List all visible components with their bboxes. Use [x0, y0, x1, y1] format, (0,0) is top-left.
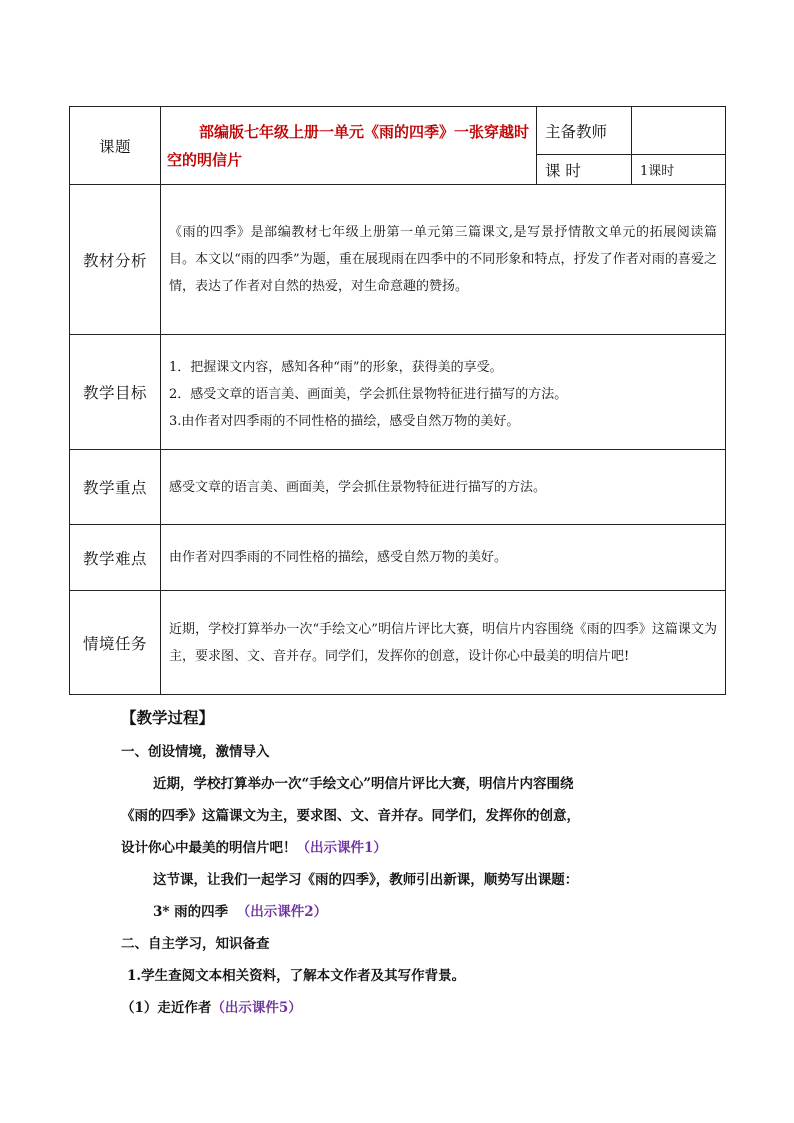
intro-paragraph-line-3 [121, 838, 387, 858]
task-label: 情境任务 [70, 591, 161, 695]
teacher-value [632, 107, 726, 155]
courseware-note-1: （出示课件1） [296, 840, 387, 856]
lesson-title: 3* 雨的四季 [153, 904, 229, 920]
goals-list [161, 335, 726, 450]
study-item-1-1 [121, 998, 302, 1018]
lesson-plan-table [69, 106, 726, 695]
new-lesson-paragraph: 这节课，让我们一起学习《雨的四季》，教师引出新课，顺势写出课题： [153, 872, 579, 888]
section-1-heading: 一、创设情境，激情导入 [121, 744, 270, 760]
difficulty-label: 教学难点 [70, 525, 161, 591]
intro-paragraph-line-2: 《雨的四季》这篇课文为主，要求图、文、音并存。同学们，发挥你的创意， [121, 808, 580, 824]
analysis-text: 《雨的四季》是部编教材七年级上册第一单元第三篇课文,是写景抒情散文单元的拓展阅读篇目。本文以“雨的四季”为题，重在展现雨在四季中的不同形象和特点，抒发了作者对雨的喜爱之情，表达了作者对自然的热爱，对生命意趣的赞扬。 [161, 185, 726, 335]
difficulty-text: 由作者对四季雨的不同性格的描绘，感受自然万物的美好。 [161, 525, 726, 591]
key-point-label: 教学重点 [70, 450, 161, 525]
goal-item-3: 3.由作者对四季雨的不同性格的描绘，感受自然万物的美好。 [169, 413, 520, 429]
intro-paragraph-line-1: 近期，学校打算举办一次“手绘文心”明信片评比大赛，明信片内容围绕 [153, 776, 574, 792]
goals-label: 教学目标 [70, 335, 161, 450]
analysis-label: 教材分析 [70, 185, 161, 335]
study-item-1: 1.学生查阅文本相关资料，了解本文作者及其写作背景。 [127, 968, 466, 984]
period-label: 课 时 [537, 155, 632, 185]
task-text: 近期，学校打算举办一次“手绘文心”明信片评比大赛，明信片内容围绕《雨的四季》这篇课文为主，要求图、文、音并存。同学们，发挥你的创意，设计你心中最美的明信片吧! [161, 591, 726, 695]
goal-item-1: 1．把握课文内容，感知各种“雨”的形象，获得美的享受。 [169, 359, 503, 375]
key-point-text: 感受文章的语言美、画面美，学会抓住景物特征进行描写的方法。 [161, 450, 726, 525]
courseware-note-2: （出示课件2） [236, 904, 328, 920]
study-item-1-1-text: （1）走近作者 [121, 1000, 212, 1016]
section-2-heading: 二、自主学习，知识备查 [121, 936, 270, 952]
courseware-note-5: （出示课件5） [211, 1000, 302, 1016]
goal-item-2: 2．感受文章的语言美、画面美，学会抓住景物特征进行描写的方法。 [169, 386, 568, 402]
intro-paragraph-line-3-text: 设计你心中最美的明信片吧！ [121, 840, 297, 856]
process-heading: 【教学过程】 [121, 709, 215, 727]
period-value: 1课时 [632, 155, 726, 185]
course-label: 课题 [70, 107, 161, 185]
teacher-label: 主备教师 [537, 107, 632, 155]
lesson-title-line [153, 902, 327, 922]
course-title: 部编版七年级上册一单元《雨的四季》一张穿越时空的明信片 [161, 107, 537, 185]
